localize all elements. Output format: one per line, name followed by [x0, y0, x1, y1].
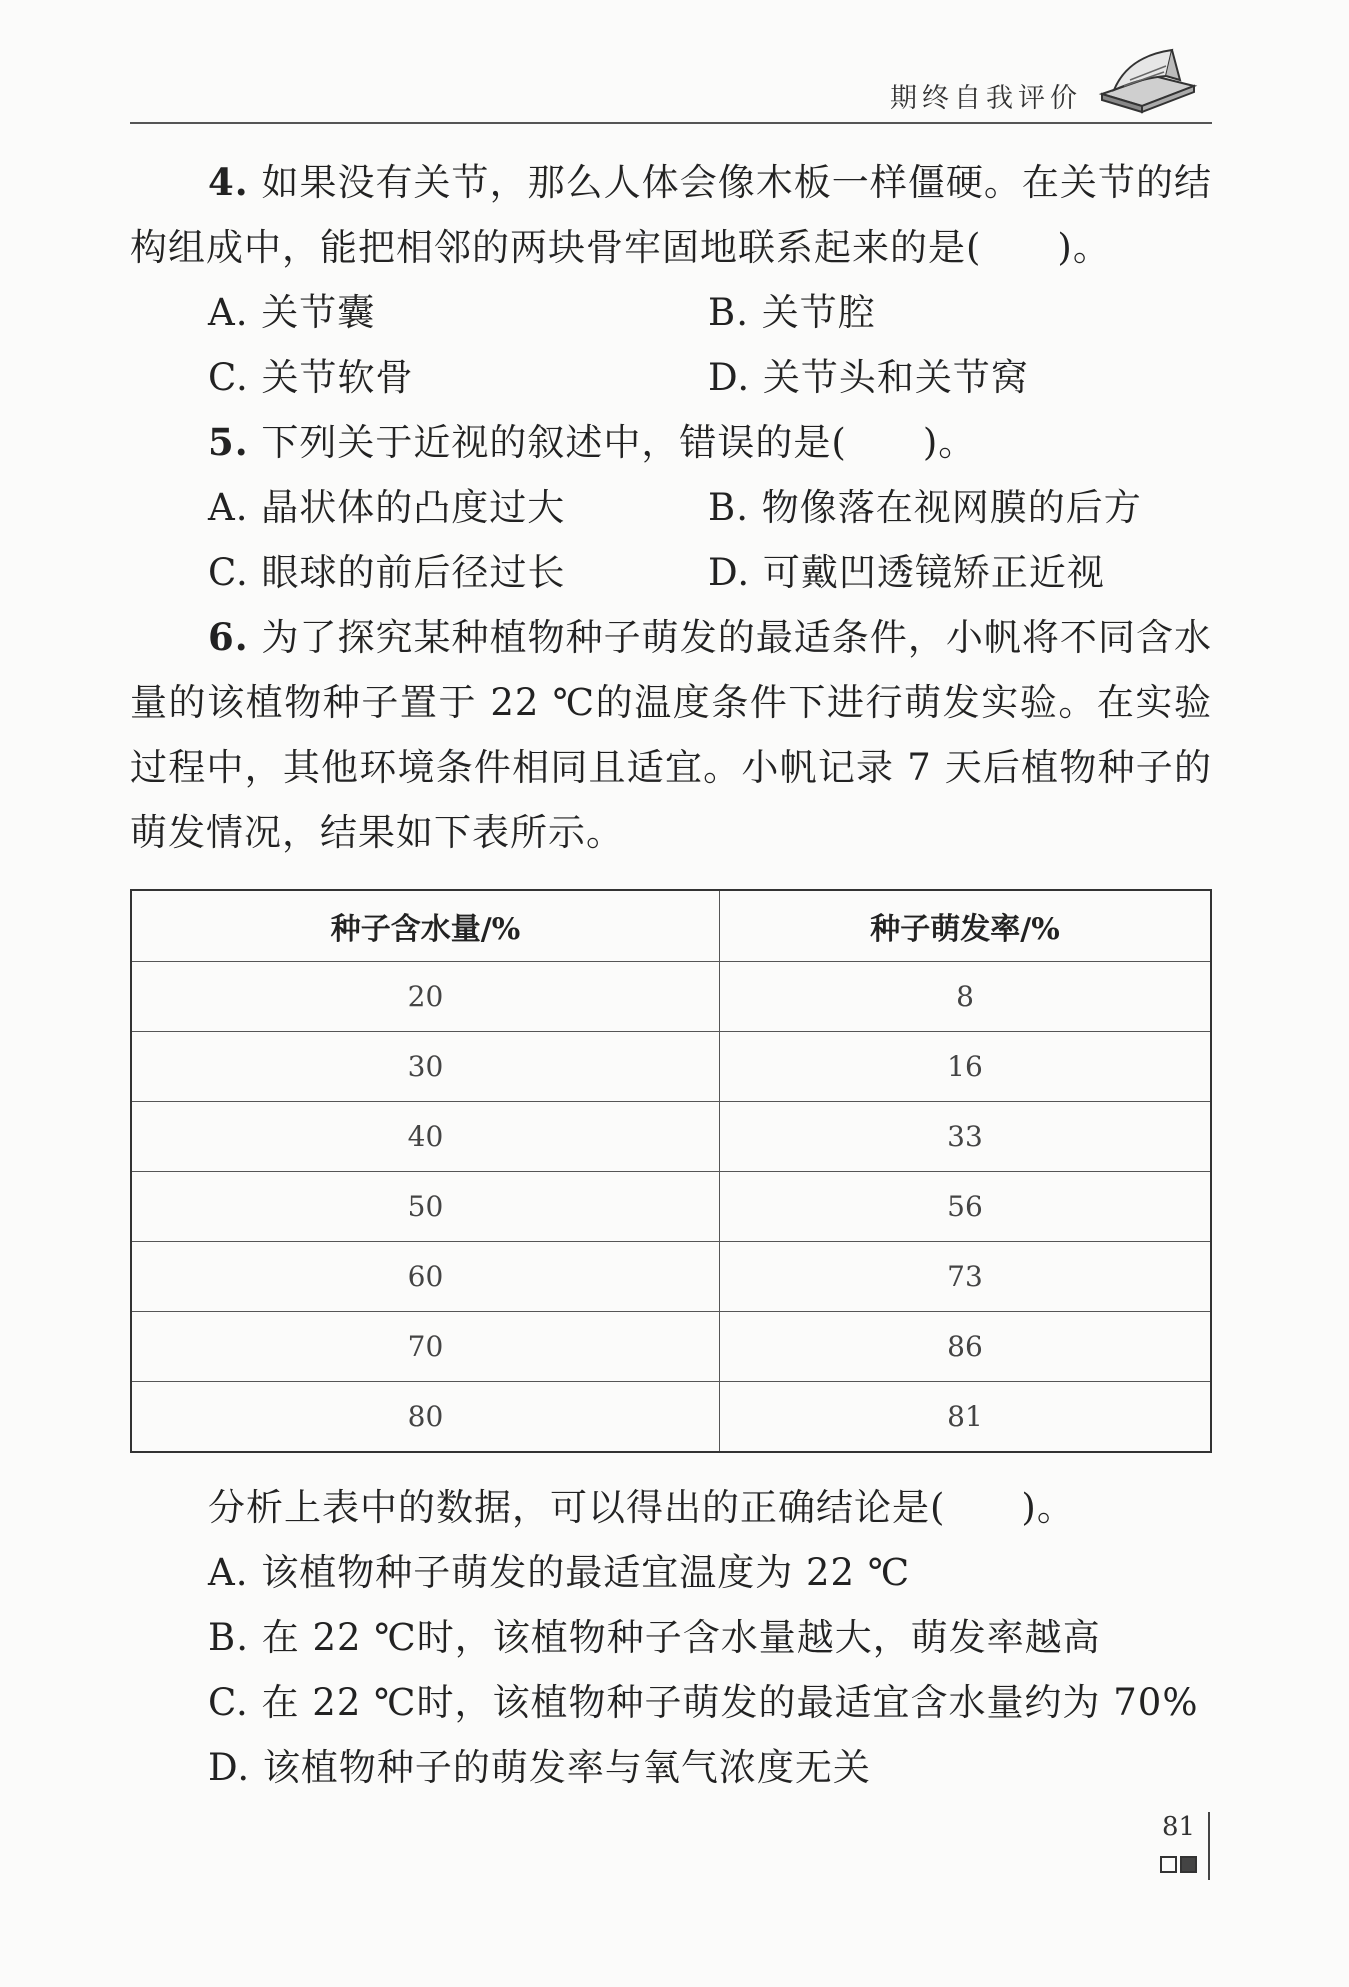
table-row — [131, 1172, 1211, 1242]
table-row — [131, 1242, 1211, 1312]
table-cell: 56 — [720, 1172, 1212, 1242]
question-6-lead-in: 分析上表中的数据，可以得出的正确结论是( )。 — [208, 1486, 1075, 1529]
table-row — [131, 1102, 1211, 1172]
table-cell: 40 — [131, 1102, 720, 1172]
germination-table — [130, 889, 1212, 1453]
question-6-number: 6. — [208, 615, 249, 659]
table-row — [131, 962, 1211, 1032]
table-header-water-content: 种子含水量/% — [131, 890, 720, 962]
table-cell: 70 — [131, 1312, 720, 1382]
table-row — [131, 1382, 1211, 1453]
table-cell: 8 — [720, 962, 1212, 1032]
table-cell: 81 — [720, 1382, 1212, 1453]
option-b: B. 物像落在视网膜的后方 — [708, 486, 1142, 529]
footer-divider — [1208, 1812, 1210, 1880]
table-cell: 16 — [720, 1032, 1212, 1102]
header-title: 期终自我评价 — [890, 83, 1082, 114]
question-4-number: 4. — [208, 160, 249, 204]
option-c: C. 关节软骨 — [208, 356, 414, 399]
table-cell: 33 — [720, 1102, 1212, 1172]
question-4-text: 如果没有关节，那么人体会像木板一样僵硬。在关节的结构组成中，能把相邻的两块骨牢固地联系起来的是( )。 — [130, 161, 1213, 269]
option-d: D. 可戴凹透镜矫正近视 — [708, 551, 1105, 594]
filled-square-icon — [1180, 1856, 1197, 1873]
option-a: A. 关节囊 — [208, 291, 376, 334]
table-cell: 20 — [131, 962, 720, 1032]
option-c: C. 眼球的前后径过长 — [208, 551, 566, 594]
question-4 — [130, 150, 1212, 280]
question-6-text: 为了探究某种植物种子萌发的最适条件，小帆将不同含水量的该植物种子置于 22 ℃的温度条件下进行萌发实验。在实验过程中，其他环境条件相同且适宜。小帆记录 7 天后植物种子的萌发情况，结果如下表所示。 — [130, 616, 1213, 854]
question-6 — [130, 605, 1212, 865]
table-cell: 50 — [131, 1172, 720, 1242]
page-number: 81 — [1162, 1812, 1196, 1842]
table-header-row — [131, 890, 1211, 962]
option-c: C. 在 22 ℃时，该植物种子萌发的最适宜含水量约为 70% — [208, 1681, 1199, 1724]
page-content — [130, 150, 1212, 1800]
table-cell: 60 — [131, 1242, 720, 1312]
question-4-options — [208, 280, 1212, 410]
table-cell: 80 — [131, 1382, 720, 1453]
table-cell: 73 — [720, 1242, 1212, 1312]
question-5-options — [208, 475, 1212, 605]
table-cell: 86 — [720, 1312, 1212, 1382]
option-b: B. 关节腔 — [708, 291, 876, 334]
question-5-number: 5. — [208, 420, 249, 464]
question-5-text: 下列关于近视的叙述中，错误的是( )。 — [261, 421, 977, 464]
option-d: D. 该植物种子的萌发率与氧气浓度无关 — [208, 1746, 871, 1789]
table-row — [131, 1032, 1211, 1102]
book-icon — [1094, 46, 1198, 116]
table-cell: 30 — [131, 1032, 720, 1102]
option-a: A. 该植物种子萌发的最适宜温度为 22 ℃ — [208, 1551, 911, 1594]
empty-square-icon — [1160, 1856, 1177, 1873]
option-a: A. 晶状体的凸度过大 — [208, 486, 566, 529]
option-b: B. 在 22 ℃时，该植物种子含水量越大，萌发率越高 — [208, 1616, 1101, 1659]
question-5 — [130, 410, 1212, 475]
page-header — [130, 40, 1212, 124]
page-squares-icon — [1160, 1856, 1197, 1873]
option-d: D. 关节头和关节窝 — [708, 356, 1029, 399]
table-header-germination-rate: 种子萌发率/% — [720, 890, 1212, 962]
table-row — [131, 1312, 1211, 1382]
